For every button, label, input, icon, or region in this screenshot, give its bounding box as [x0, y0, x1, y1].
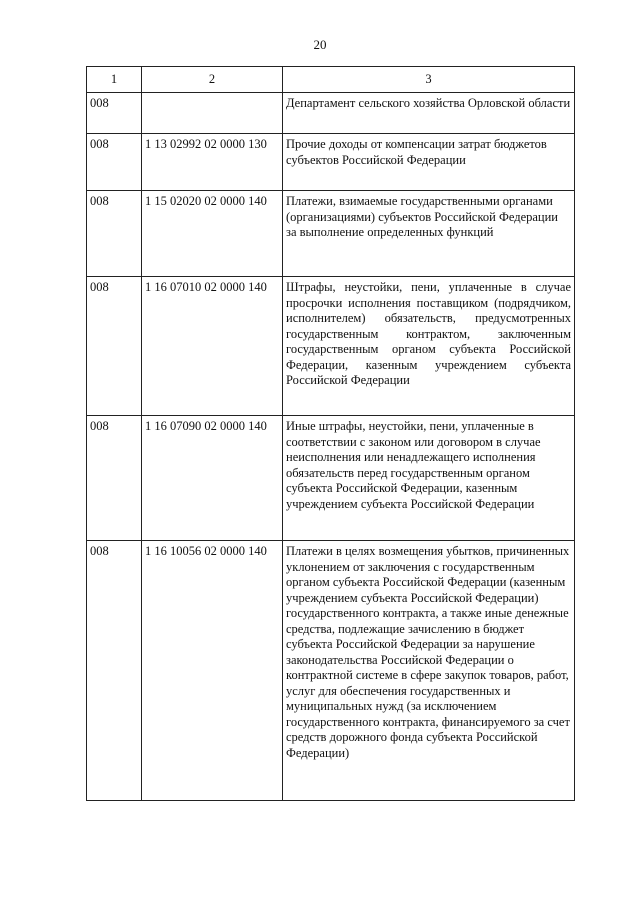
revenue-name-cell: Платежи, взимаемые государственными органами (организациями) субъектов Российской Федерации за выполнение определенных функций — [283, 191, 575, 277]
revenue-code-cell — [142, 93, 283, 134]
column-header-3: 3 — [283, 67, 575, 93]
revenue-code-cell: 1 16 07090 02 0000 140 — [142, 416, 283, 541]
table-row — [87, 191, 575, 277]
revenue-name-cell: Прочие доходы от компенсации затрат бюджетов субъектов Российской Федерации — [283, 134, 575, 191]
page-number: 20 — [313, 37, 327, 52]
revenue-name-cell: Штрафы, неустойки, пени, уплаченные в случае просрочки исполнения поставщиком (подрядчиком, исполнителем) обязательств, предусмотренных государственным контрактом, заключенным государственным органом субъекта Российской Федерации, казенным учреждением субъекта Российской Федерации — [283, 277, 575, 416]
revenue-name-cell: Платежи в целях возмещения убытков, причиненных уклонением от заключения с государственным органом субъекта Российской Федерации (казенным учреждением субъекта Российской Федерации) государственного контракта, а также иные денежные средства, подлежащие зачислению в бюджет субъекта Российской Федерации за нарушение законодательства Российской Федерации о контрактной системе в сфере закупок товаров, работ, услуг для обеспечения государственных и муниципальных нужд (за исключением государственного контракта, финансируемого за счет средств дорожного фонда субъекта Российской Федерации) — [283, 541, 575, 801]
revenue-name-cell: Иные штрафы, неустойки, пени, уплаченные в соответствии с законом или договором в случае неисполнения или ненадлежащего исполнения обязательств перед государственным органом субъекта Российской Федерации, казенным учреждением субъекта Российской Федерации — [283, 416, 575, 541]
table-row — [87, 93, 575, 134]
table-row — [87, 541, 575, 801]
revenue-codes-table — [86, 66, 575, 801]
revenue-code-cell: 1 16 10056 02 0000 140 — [142, 541, 283, 801]
admin-code-cell: 008 — [87, 416, 142, 541]
table-row — [87, 134, 575, 191]
revenue-name-cell: Департамент сельского хозяйства Орловской области — [283, 93, 575, 134]
admin-code-cell: 008 — [87, 191, 142, 277]
table-header-row — [87, 67, 575, 93]
revenue-code-cell: 1 13 02992 02 0000 130 — [142, 134, 283, 191]
revenue-code-cell: 1 16 07010 02 0000 140 — [142, 277, 283, 416]
column-header-1: 1 — [87, 67, 142, 93]
table-row — [87, 416, 575, 541]
table-row — [87, 277, 575, 416]
column-header-2: 2 — [142, 67, 283, 93]
revenue-code-cell: 1 15 02020 02 0000 140 — [142, 191, 283, 277]
admin-code-cell: 008 — [87, 134, 142, 191]
admin-code-cell: 008 — [87, 93, 142, 134]
admin-code-cell: 008 — [87, 277, 142, 416]
admin-code-cell: 008 — [87, 541, 142, 801]
